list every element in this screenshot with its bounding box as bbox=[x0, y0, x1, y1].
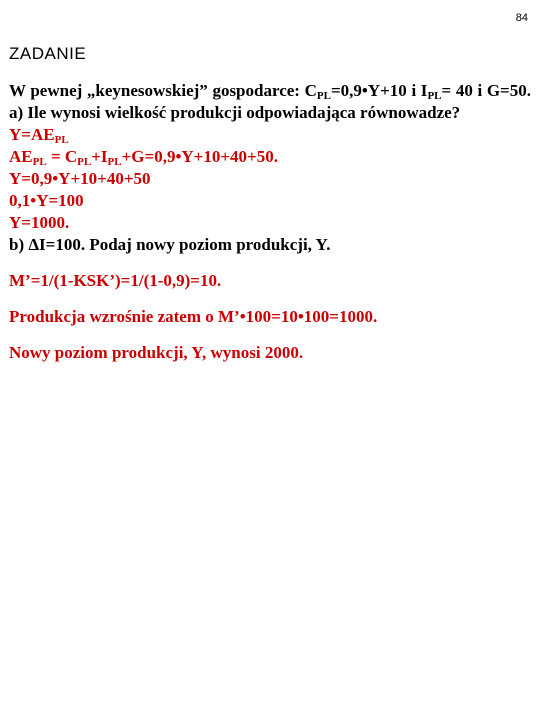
content bbox=[9, 80, 531, 364]
problem-part-1: W pewnej „keynesowskiej” gospodarce: C bbox=[9, 81, 317, 100]
new-level-line: Nowy poziom produkcji, Y, wynosi 2000. bbox=[9, 343, 304, 362]
solution-line-1 bbox=[9, 124, 531, 146]
page-number: 84 bbox=[515, 12, 528, 24]
question-b: b) ΔI=100. Podaj nowy poziom produkcji, Y. bbox=[9, 235, 331, 254]
subscript: PL bbox=[77, 156, 92, 168]
heading: ZADANIE bbox=[9, 44, 87, 63]
equation-text: AE bbox=[9, 147, 33, 166]
solution-line-4: 0,1•Y=100 bbox=[9, 191, 84, 210]
subscript: PL bbox=[54, 134, 69, 146]
equation-text: Y=AE bbox=[9, 125, 55, 144]
subscript: PL bbox=[427, 90, 442, 102]
solution-line-3: Y=0,9•Y+10+40+50 bbox=[9, 169, 151, 188]
equation-text: = C bbox=[46, 147, 78, 166]
problem-part-3: = 40 i G=50. a) Ile wynosi wielkość produkcji odpowiadająca równowadze? bbox=[9, 81, 531, 122]
problem-part-2: =0,9•Y+10 i I bbox=[330, 81, 428, 100]
increase-line: Produkcja wzrośnie zatem o M’•100=10•100=1000. bbox=[9, 307, 378, 326]
subscript: PL bbox=[107, 156, 122, 168]
multiplier-line: M’=1/(1-KSK’)=1/(1-0,9)=10. bbox=[9, 271, 222, 290]
subscript: PL bbox=[32, 156, 47, 168]
solution-line-2 bbox=[9, 146, 531, 168]
equation-text: +G=0,9•Y+10+40+50. bbox=[121, 147, 278, 166]
problem-statement bbox=[9, 80, 531, 124]
equation-text: +I bbox=[91, 147, 108, 166]
solution-line-5: Y=1000. bbox=[9, 213, 70, 232]
subscript: PL bbox=[316, 90, 331, 102]
